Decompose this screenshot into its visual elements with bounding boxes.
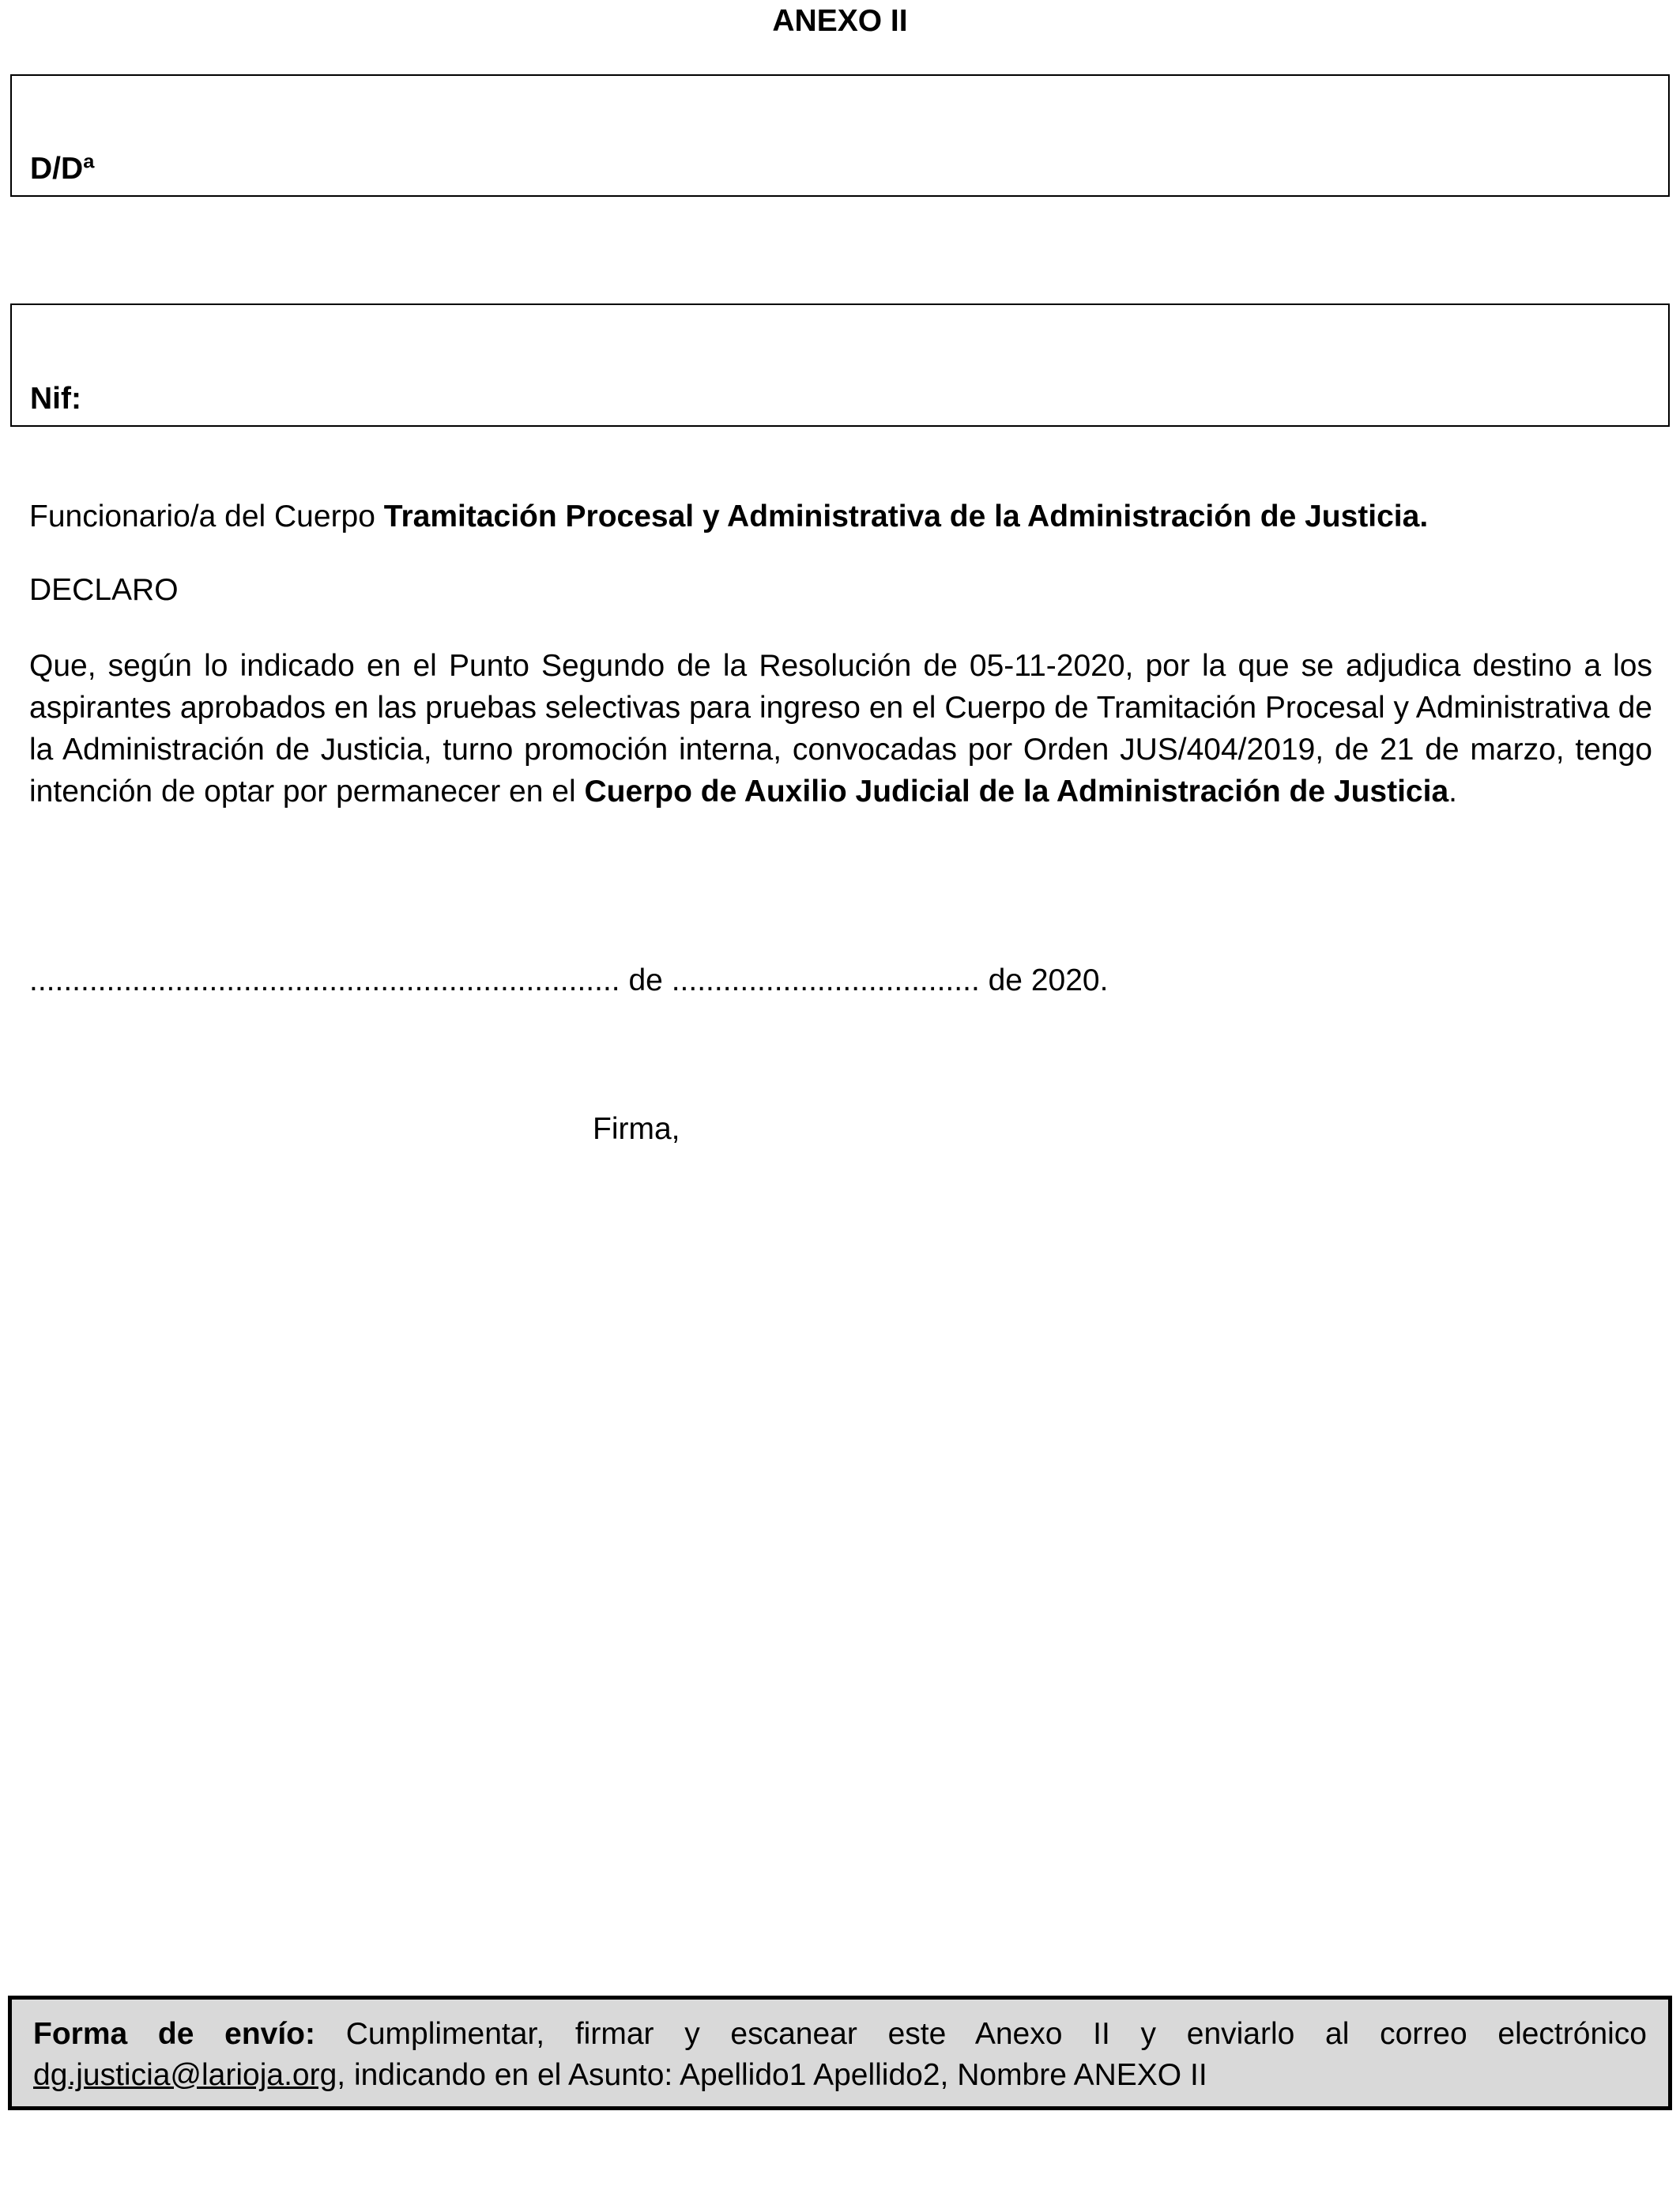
nif-field-box[interactable] <box>10 303 1670 427</box>
footer-text <box>33 2014 1647 2096</box>
document-title: ANEXO II <box>772 4 908 38</box>
firma-label: Firma, <box>593 1112 680 1146</box>
dd-label: D/Dª <box>30 152 95 186</box>
declaration-cuerpo: Cuerpo de Auxilio Judicial de la Administración de Justicia <box>584 775 1449 809</box>
funcionario-prefix: Funcionario/a del Cuerpo <box>29 499 384 533</box>
funcionario-cuerpo: Tramitación Procesal y Administrativa de la Administración de Justicia. <box>383 499 1429 533</box>
footer-bold: Forma de envío: <box>33 2017 315 2051</box>
nif-label: Nif: <box>30 382 81 416</box>
footer-rest: , indicando en el Asunto: Apellido1 Apellido2, Nombre ANEXO II <box>337 2058 1207 2092</box>
dd-field-box[interactable] <box>10 74 1670 197</box>
date-line: ..................................................................... de .................................... de 2020. <box>29 963 1109 997</box>
email-link[interactable]: dg.justicia@larioja.org <box>33 2058 337 2092</box>
declaration-paragraph <box>29 645 1652 812</box>
declaration-text: Que, según lo indicado en el Punto Segundo de la Resolución de 05-11-2020, por la que se adjudica destino a los aspirantes aprobados en las pruebas selectivas para ingreso en el Cuerpo de Tramitación Procesal y Administrativa de la Administración de Justicia, turno promoción interna, convocadas por Orden JUS/404/2019, de 21 de marzo, tengo intención de optar por permanecer en el <box>29 649 1652 809</box>
declaration-end: . <box>1448 775 1457 809</box>
footer-box <box>8 1996 1672 2110</box>
declaro-heading: DECLARO <box>29 573 179 607</box>
footer-instructions: Cumplimentar, firmar y escanear este Anexo II y enviarlo al correo electrónico <box>315 2017 1647 2051</box>
funcionario-line <box>29 496 1652 537</box>
